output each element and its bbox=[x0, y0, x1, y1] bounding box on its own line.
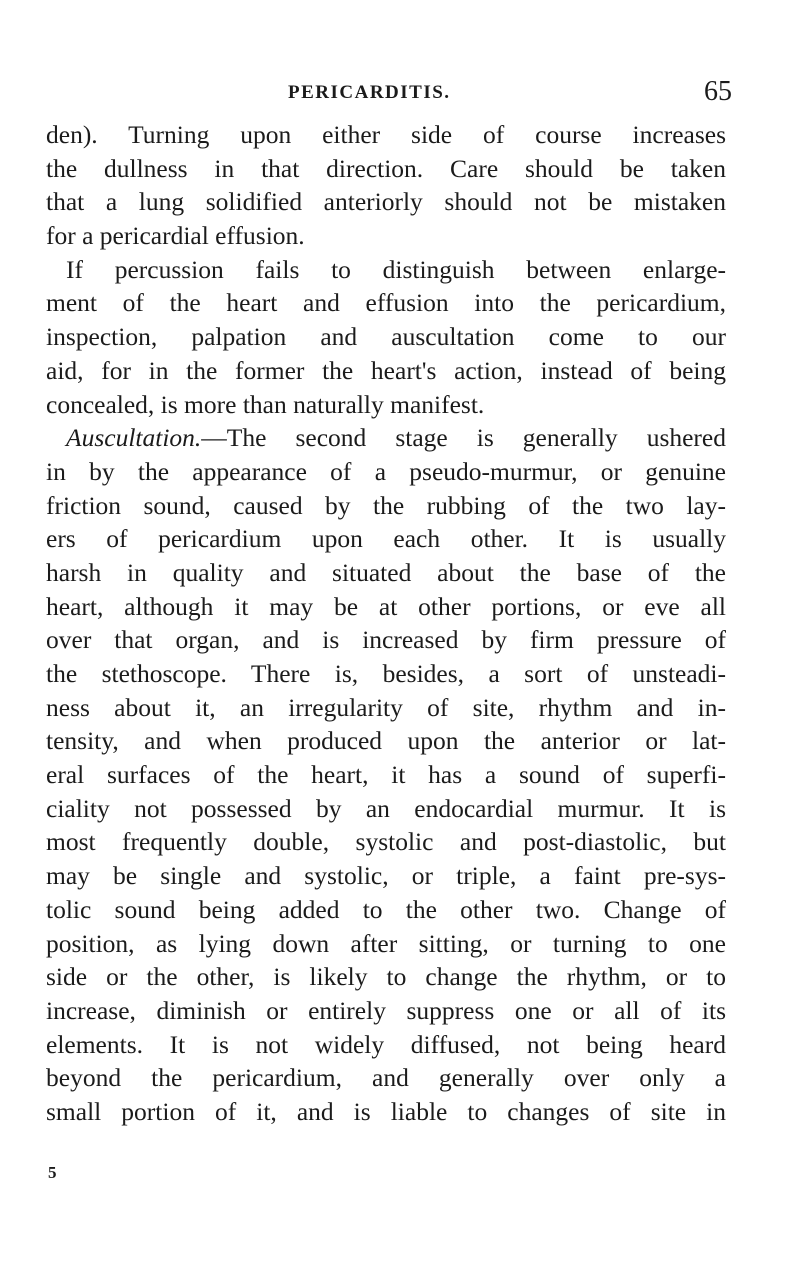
text-line: may be single and systolic, or triple, a faint pre-sys- bbox=[46, 861, 726, 891]
text-line: friction sound, caused by the rubbing of the two lay- bbox=[46, 490, 726, 520]
text-line: heart, although it may be at other portions, or eve all bbox=[46, 591, 726, 621]
text-line: ciality not possessed by an endocardial murmur. It is bbox=[46, 793, 726, 823]
text-line: inspection, palpation and auscultation come to our bbox=[46, 322, 726, 352]
text-line: the dullness in that direction. Care should be taken bbox=[46, 153, 726, 183]
text-line: elements. It is not widely diffused, not being heard bbox=[46, 1029, 726, 1059]
text-line: den). Turning upon either side of course increases bbox=[46, 120, 726, 149]
text-line: harsh in quality and situated about the base of the bbox=[46, 557, 726, 587]
text-line: in by the appearance of a pseudo-murmur, or genuine bbox=[46, 456, 726, 486]
signature-mark: 5 bbox=[48, 1163, 57, 1182]
text-line: concealed, is more than naturally manifest. bbox=[46, 389, 485, 419]
text-line: that a lung solidified anteriorly should not be mistaken bbox=[46, 187, 726, 217]
text-line: eral surfaces of the heart, it has a sound of superfi- bbox=[46, 760, 726, 790]
page-number: 65 bbox=[704, 76, 732, 107]
text-line: over that organ, and is increased by firm pressure of bbox=[46, 625, 726, 655]
text-line: ers of pericardium upon each other. It is usually bbox=[46, 524, 726, 554]
text-line: increase, diminish or entirely suppress one or all of its bbox=[46, 995, 726, 1025]
text-line: ment of the heart and effusion into the pericardium, bbox=[46, 288, 726, 318]
text-line: aid, for in the former the heart's action, instead of being bbox=[46, 355, 726, 385]
text-line: beyond the pericardium, and generally over only a bbox=[46, 1063, 726, 1093]
section-heading: Auscultation. bbox=[66, 423, 202, 453]
text-line: tolic sound being added to the other two. Change of bbox=[46, 894, 726, 924]
text-line: If percussion fails to distinguish between enlarge- bbox=[66, 254, 726, 284]
text-line: most frequently double, systolic and post-diastolic, but bbox=[46, 827, 726, 857]
text-line: position, as lying down after sitting, or turning to one bbox=[46, 928, 726, 958]
text-line: tensity, and when produced upon the anterior or lat- bbox=[46, 726, 726, 756]
text-line: for a pericardial effusion. bbox=[46, 221, 305, 251]
body-text bbox=[46, 118, 726, 1129]
text-line: ness about it, an irregularity of site, rhythm and in- bbox=[46, 692, 726, 722]
text-line: small portion of it, and is liable to changes of site in bbox=[46, 1096, 726, 1126]
running-title: PERICARDITIS. bbox=[288, 82, 451, 103]
text-line: side or the other, is likely to change the rhythm, or to bbox=[46, 962, 726, 992]
text-line-remainder: —The second stage is generally ushered bbox=[201, 423, 726, 453]
text-line bbox=[46, 421, 726, 455]
text-line: the stethoscope. There is, besides, a sort of unsteadi- bbox=[46, 659, 726, 688]
